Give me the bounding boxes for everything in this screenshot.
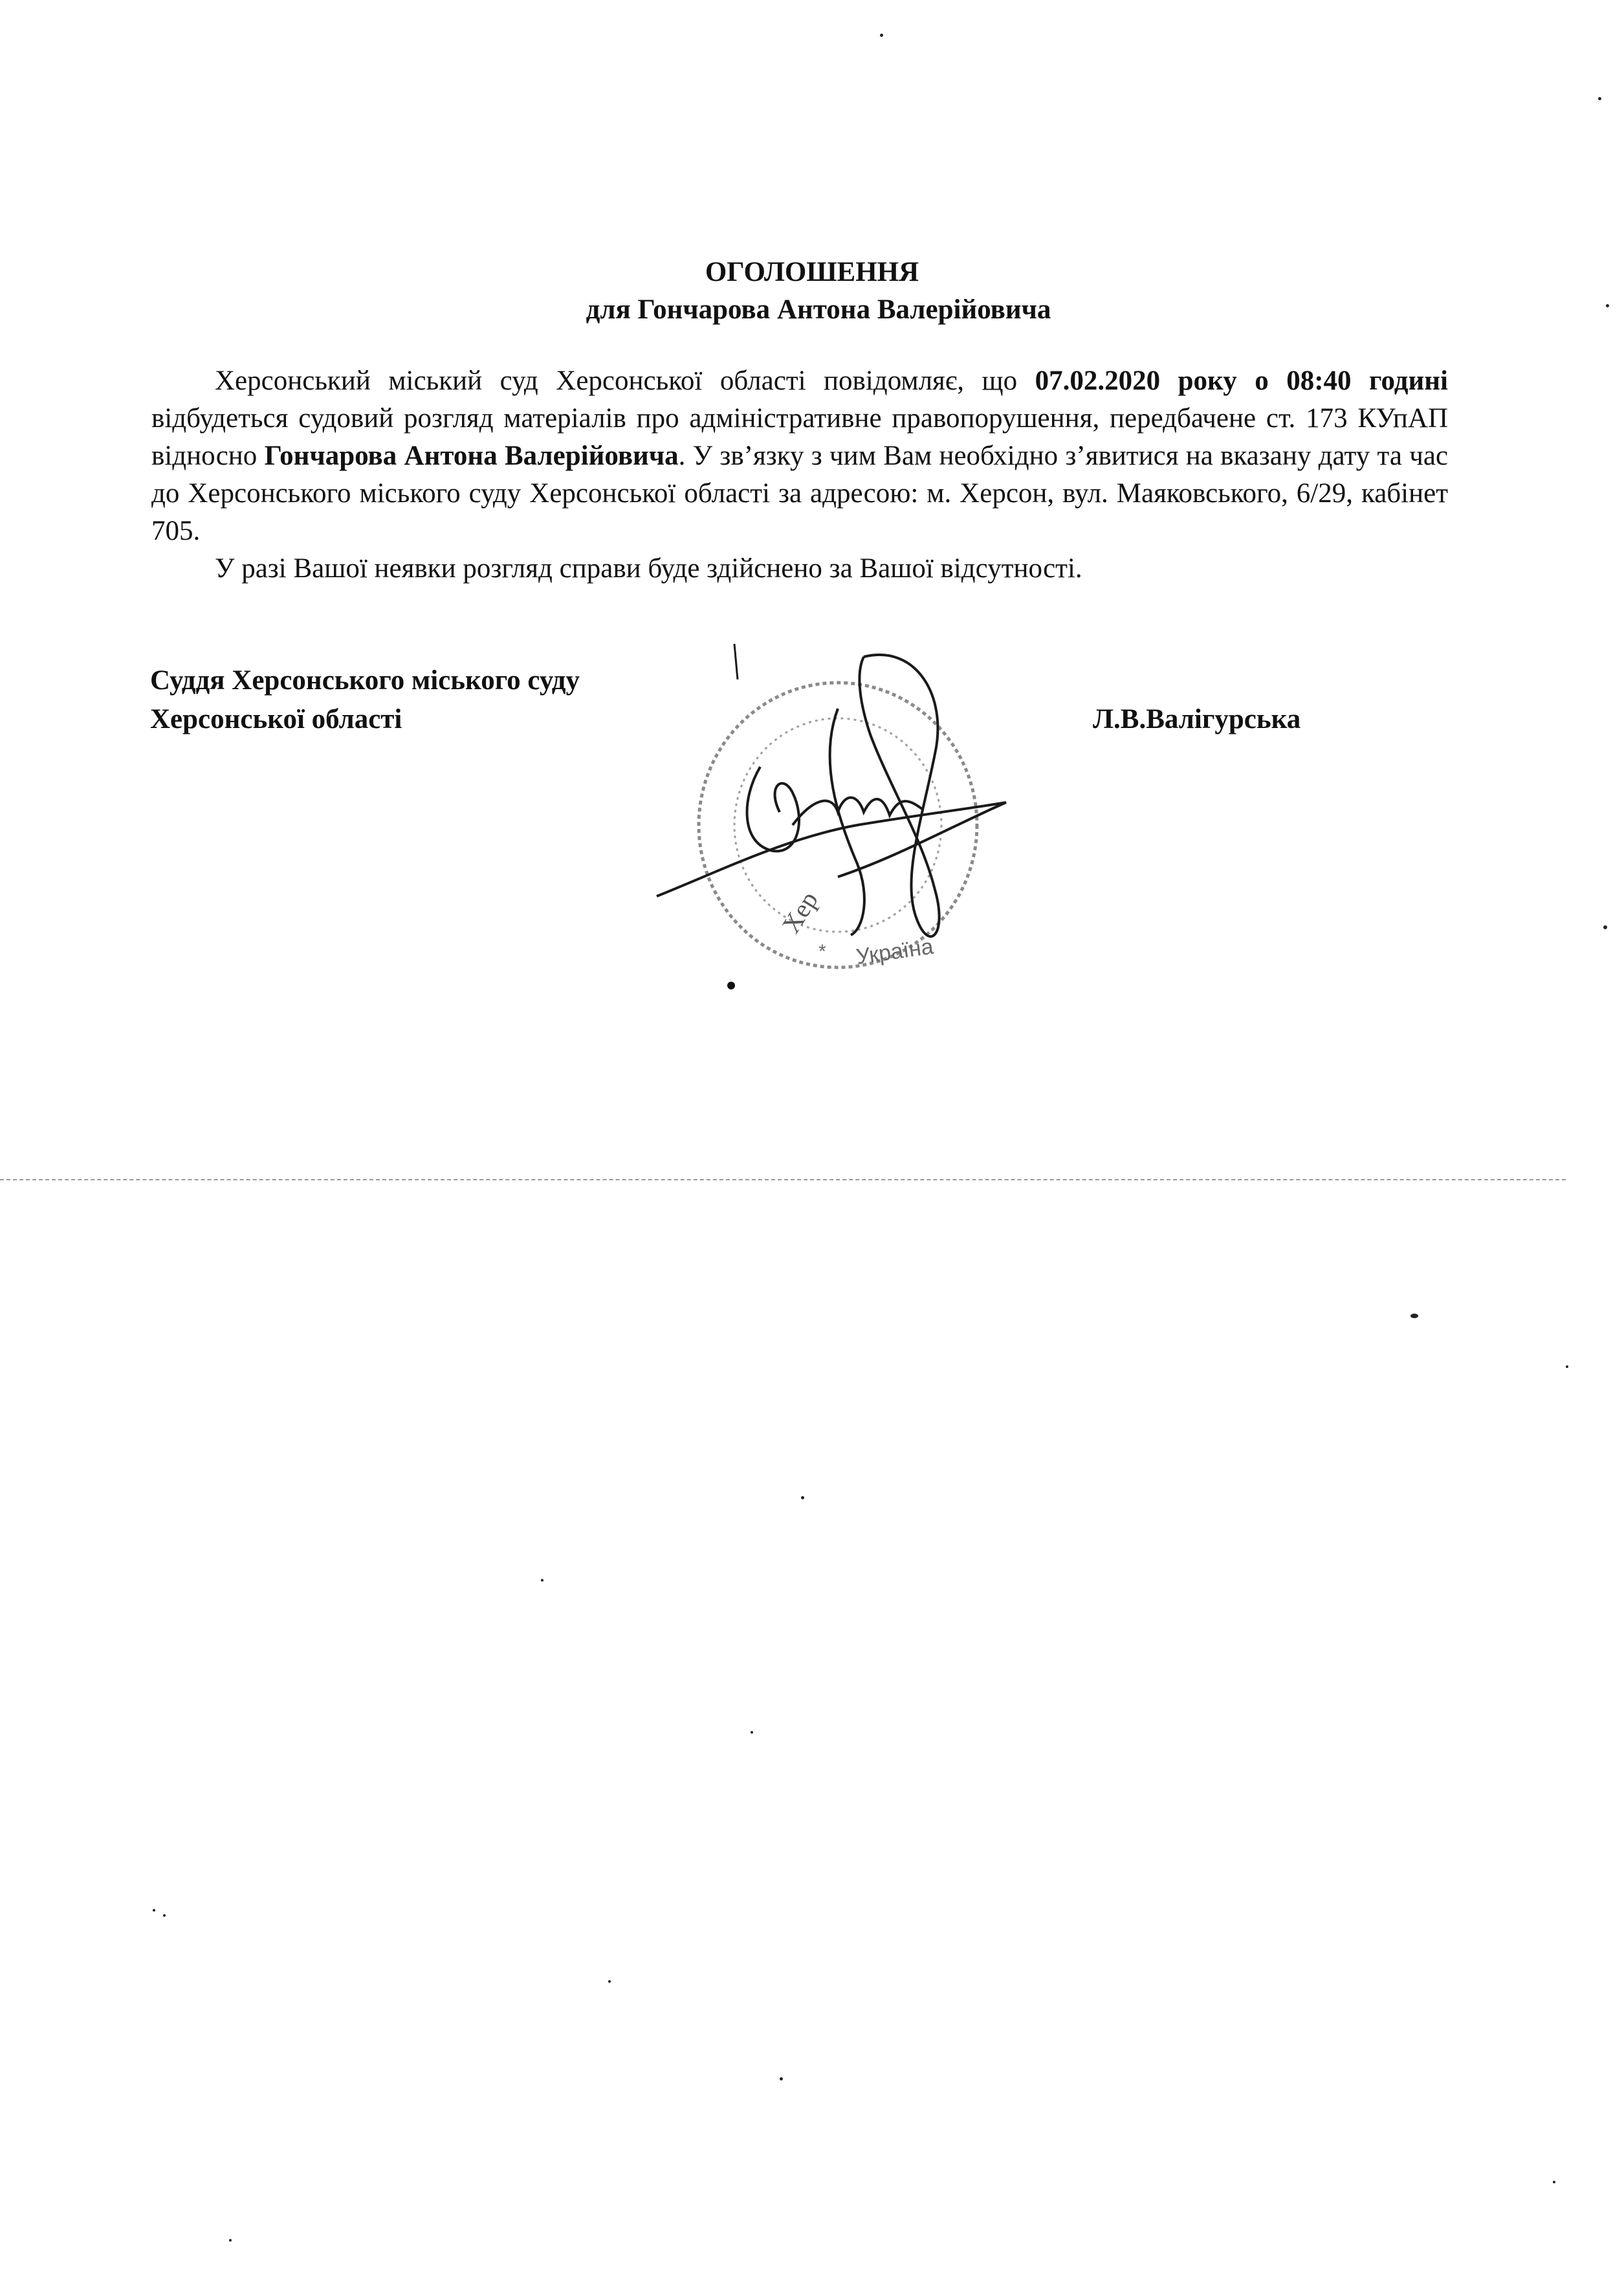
paragraph-text-part2: відбудеться судовий розгляд матеріалів про адміністративне правопорушення, передбачене ст. 173 КУпАП відносно [151, 403, 1448, 471]
scan-speck [880, 34, 883, 37]
seal-star: * [818, 941, 826, 962]
scan-speck [801, 1496, 804, 1499]
scan-speck [1410, 1314, 1418, 1318]
scan-speck [1553, 2181, 1555, 2183]
scan-speck [1598, 97, 1601, 100]
judge-position-line1: Суддя Херсонського міського суду [150, 665, 580, 696]
notice-title: ОГОЛОШЕННЯ [705, 257, 919, 287]
notice-paragraph-absence: У разі Вашої неявки розгляд справи буде здійснено за Вашої відсутності. [215, 553, 1082, 584]
notice-title-block [0, 254, 1624, 329]
scan-speck [163, 1914, 166, 1917]
judge-name: Л.В.Валігурська [1093, 704, 1301, 734]
scan-speck [1603, 925, 1607, 929]
signature-stroke [747, 767, 799, 851]
scan-speck [780, 2077, 783, 2080]
signature-tick [734, 644, 738, 679]
notice-body [151, 362, 1448, 588]
signature-stroke [657, 802, 1006, 896]
scan-speck [153, 1909, 155, 1912]
judge-position [150, 661, 580, 739]
scan-speck [541, 1579, 543, 1582]
scan-speck [1566, 1365, 1568, 1368]
seal-text-country: Україна [854, 934, 935, 969]
scan-speck [1606, 304, 1609, 307]
notice-addressee: для Гончарова Антона Валерійовича [586, 294, 1051, 325]
ink-dot [727, 982, 735, 989]
signature-stroke [793, 798, 922, 826]
seal-text-fragment: Хер [776, 886, 824, 938]
court-seal-with-signature [644, 631, 1084, 1006]
scan-artifact-line [0, 1179, 1566, 1180]
scan-speck [751, 1731, 753, 1734]
seal-outer-ring [699, 683, 977, 967]
scan-speck [229, 2239, 232, 2242]
hearing-date-time: 07.02.2020 року о 08:40 годині [1035, 366, 1448, 396]
signature-stroke [830, 709, 864, 935]
paragraph-text-part3: . У зв’язку з чим Вам необхідно з’явитися на вказану дату та час до Херсонського міського суду Херсонської області за адресою: м. Херсон, вул. Маяковського, 6/29, кабінет 705. [151, 441, 1448, 546]
judge-position-line2: Херсонської області [150, 704, 402, 734]
scan-speck [608, 1980, 611, 1983]
defendant-name: Гончарова Антона Валерійовича [264, 441, 679, 471]
paragraph-text-part1: Херсонський міський суд Херсонської області повідомляє, що [215, 366, 1035, 396]
notice-paragraph-main [151, 362, 1448, 550]
